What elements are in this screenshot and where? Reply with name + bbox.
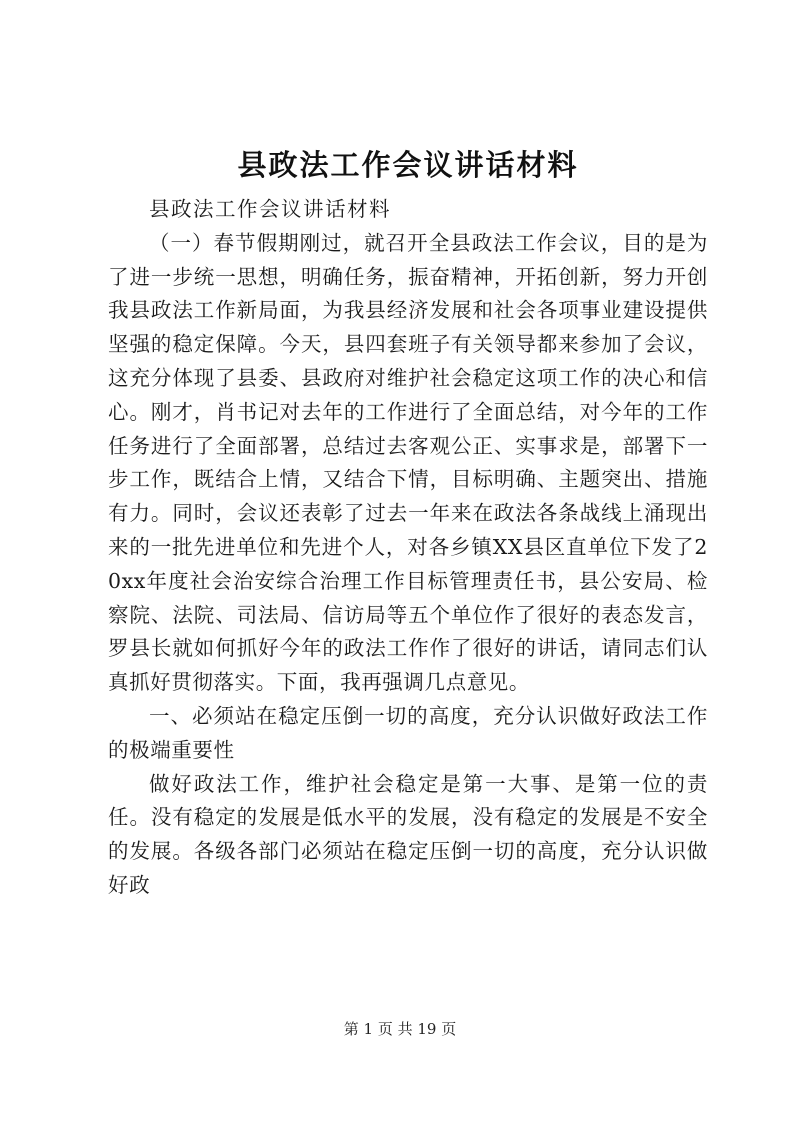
document-title: 县政法工作会议讲话材料 bbox=[237, 148, 579, 182]
section-heading-1: 一、必须站在稳定压倒一切的高度，充分认识做好政法工作的极端重要性 bbox=[108, 703, 708, 762]
document-body bbox=[108, 193, 708, 903]
body-paragraph-1: （一）春节假期刚过，就召开全县政法工作会议，目的是为了进一步统一思想，明确任务，振奋精神，开拓创新，努力开创我县政法工作新局面，为我县经济发展和社会各项事业建设提供坚强的稳定保障。今天，县四套班子有关领导都来参加了会议，这充分体现了县委、县政府对维护社会稳定这项工作的决心和信心。刚才，肖书记对去年的工作进行了全面总结，对今年的工作任务进行了全面部署，总结过去客观公正、实事求是，部署下一步工作，既结合上情，又结合下情，目标明确、主题突出、措施有力。同时，会议还表彰了过去一年来在政法各条战线上涌现出来的一批先进单位和先进个人，对各乡镇XX县区直单位下发了20xx年度社会治安综合治理工作目标管理责任书，县公安局、检察院、法院、司法局、信访局等五个单位作了很好的表态发言，罗县长就如何抓好今年的政法工作作了很好的讲话，请同志们认真抓好贯彻落实。下面，我再强调几点意见。 bbox=[108, 230, 708, 695]
page-number-footer: 第 1 页 共 19 页 bbox=[343, 1020, 457, 1038]
subtitle-paragraph: 县政法工作会议讲话材料 bbox=[149, 197, 391, 221]
body-paragraph-2: 做好政法工作，维护社会稳定是第一大事、是第一位的责任。没有稳定的发展是低水平的发展，没有稳定的发展是不安全的发展。各级各部门必须站在稳定压倒一切的高度，充分认识做好政 bbox=[108, 771, 708, 897]
